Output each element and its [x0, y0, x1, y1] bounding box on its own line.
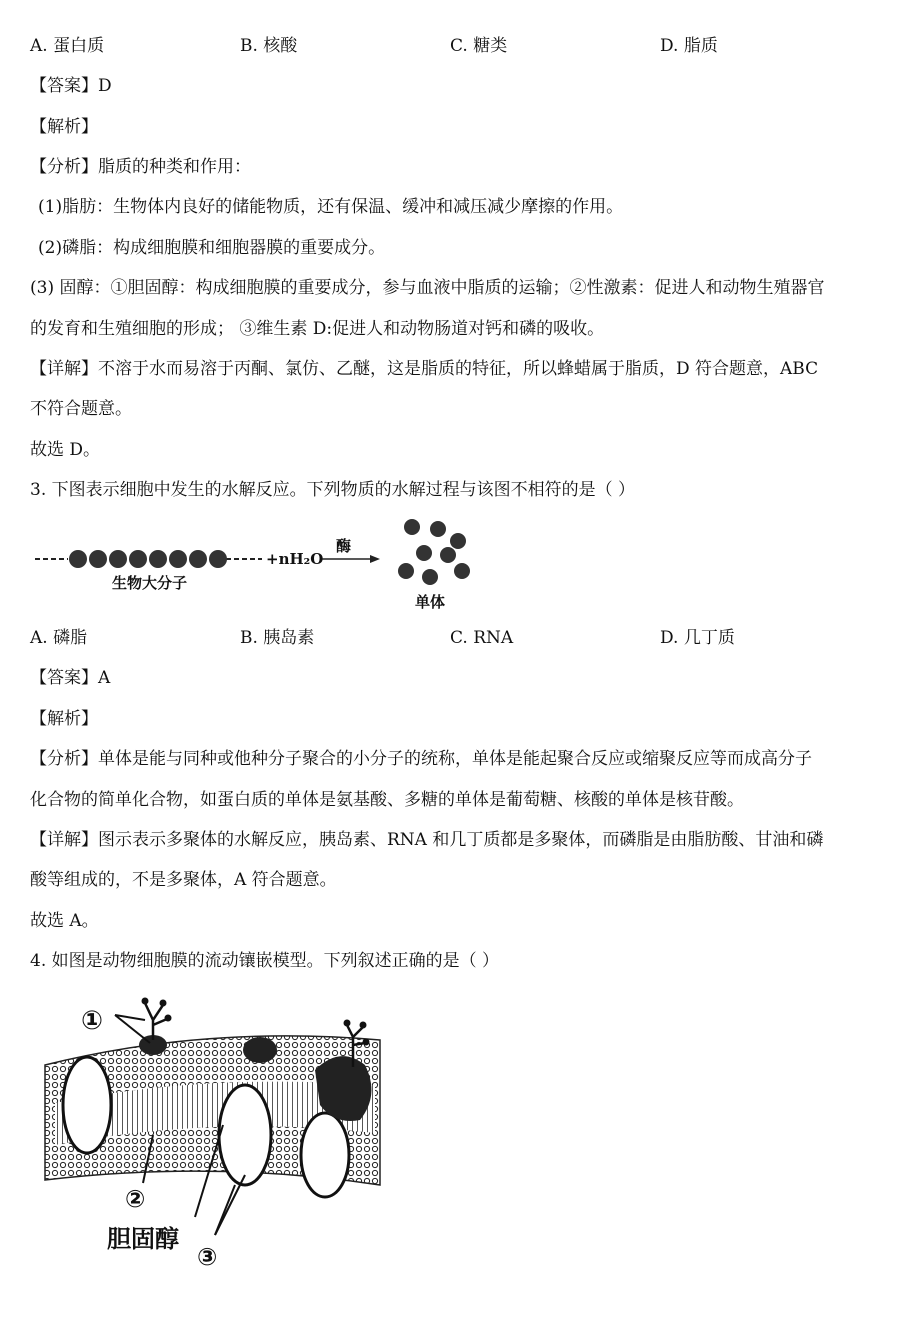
q2-detail-b: 不符合题意。 — [30, 399, 132, 419]
monomer-label: 单体 — [415, 593, 446, 611]
q3-analysis-heading: 【解析】 — [30, 709, 98, 729]
q3-choose: 故选 A。 — [30, 911, 99, 931]
q4-stem: 4. 如图是动物细胞膜的流动镶嵌模型。下列叙述正确的是（ ） — [30, 951, 500, 971]
q3-detail-b: 酸等组成的，不是多聚体，A 符合题意。 — [30, 870, 337, 890]
q2-option-b: B. 核酸 — [240, 36, 298, 56]
q3-fenxi-a: 【分析】单体是能与同种或他种分子聚合的小分子的统称，单体是能起聚合反应或缩聚反应等而成高分子 — [30, 749, 812, 769]
label-2: ② — [125, 1185, 146, 1213]
macromolecule-label: 生物大分子 — [112, 574, 188, 592]
q3-option-c: C. RNA — [450, 628, 514, 648]
q2-option-d: D. 脂质 — [660, 36, 718, 56]
q3-fenxi-b: 化合物的简单化合物，如蛋白质的单体是氨基酸、多糖的单体是葡萄糖、核酸的单体是核苷酸。 — [30, 790, 744, 810]
q3-option-b: B. 胰岛素 — [240, 628, 315, 648]
q2-point-2: (2)磷脂：构成细胞膜和细胞器膜的重要成分。 — [38, 238, 386, 258]
q3-detail-a: 【详解】图示表示多聚体的水解反应，胰岛素、RNA 和几丁质都是多聚体，而磷脂是由脂肪酸、甘油和磷 — [30, 830, 824, 850]
q3-option-a: A. 磷脂 — [30, 628, 88, 648]
hydrolysis-diagram — [30, 515, 490, 615]
q2-choose: 故选 D。 — [30, 440, 101, 460]
q2-point-1: (1)脂肪：生物体内良好的储能物质，还有保温、缓冲和减压减少摩擦的作用。 — [38, 197, 624, 217]
q2-answer: 【答案】D — [30, 76, 112, 96]
q3-option-d: D. 几丁质 — [660, 628, 735, 648]
q3-answer: 【答案】A — [30, 668, 111, 688]
fluid-mosaic-diagram — [35, 985, 395, 1275]
enzyme-label: 酶 — [336, 537, 352, 555]
water-label: +nH₂O — [266, 550, 324, 568]
label-3: ③ — [197, 1243, 218, 1271]
q2-fenxi: 【分析】脂质的种类和作用： — [30, 157, 251, 177]
hydrolysis-figure — [30, 515, 490, 615]
q3-stem: 3. 下图表示细胞中发生的水解反应。下列物质的水解过程与该图不相符的是（ ） — [30, 480, 636, 500]
q2-detail-a: 【详解】不溶于水而易溶于丙酮、氯仿、乙醚，这是脂质的特征，所以蜂蜡属于脂质，D 符合题意，ABC — [30, 359, 819, 379]
label-1: ① — [81, 1006, 104, 1036]
q2-option-a: A. 蛋白质 — [30, 36, 105, 56]
q2-option-c: C. 糖类 — [450, 36, 508, 56]
q2-analysis-heading: 【解析】 — [30, 117, 98, 137]
cholesterol-label: 胆固醇 — [107, 1225, 179, 1253]
membrane-figure — [35, 985, 395, 1275]
q2-point-3b: 的发育和生殖细胞的形成； ③维生素 D:促进人和动物肠道对钙和磷的吸收。 — [30, 319, 605, 339]
q2-point-3a: (3) 固醇：①胆固醇：构成细胞膜的重要成分，参与血液中脂质的运输；②性激素：促进人和动物生殖器官 — [30, 278, 825, 298]
